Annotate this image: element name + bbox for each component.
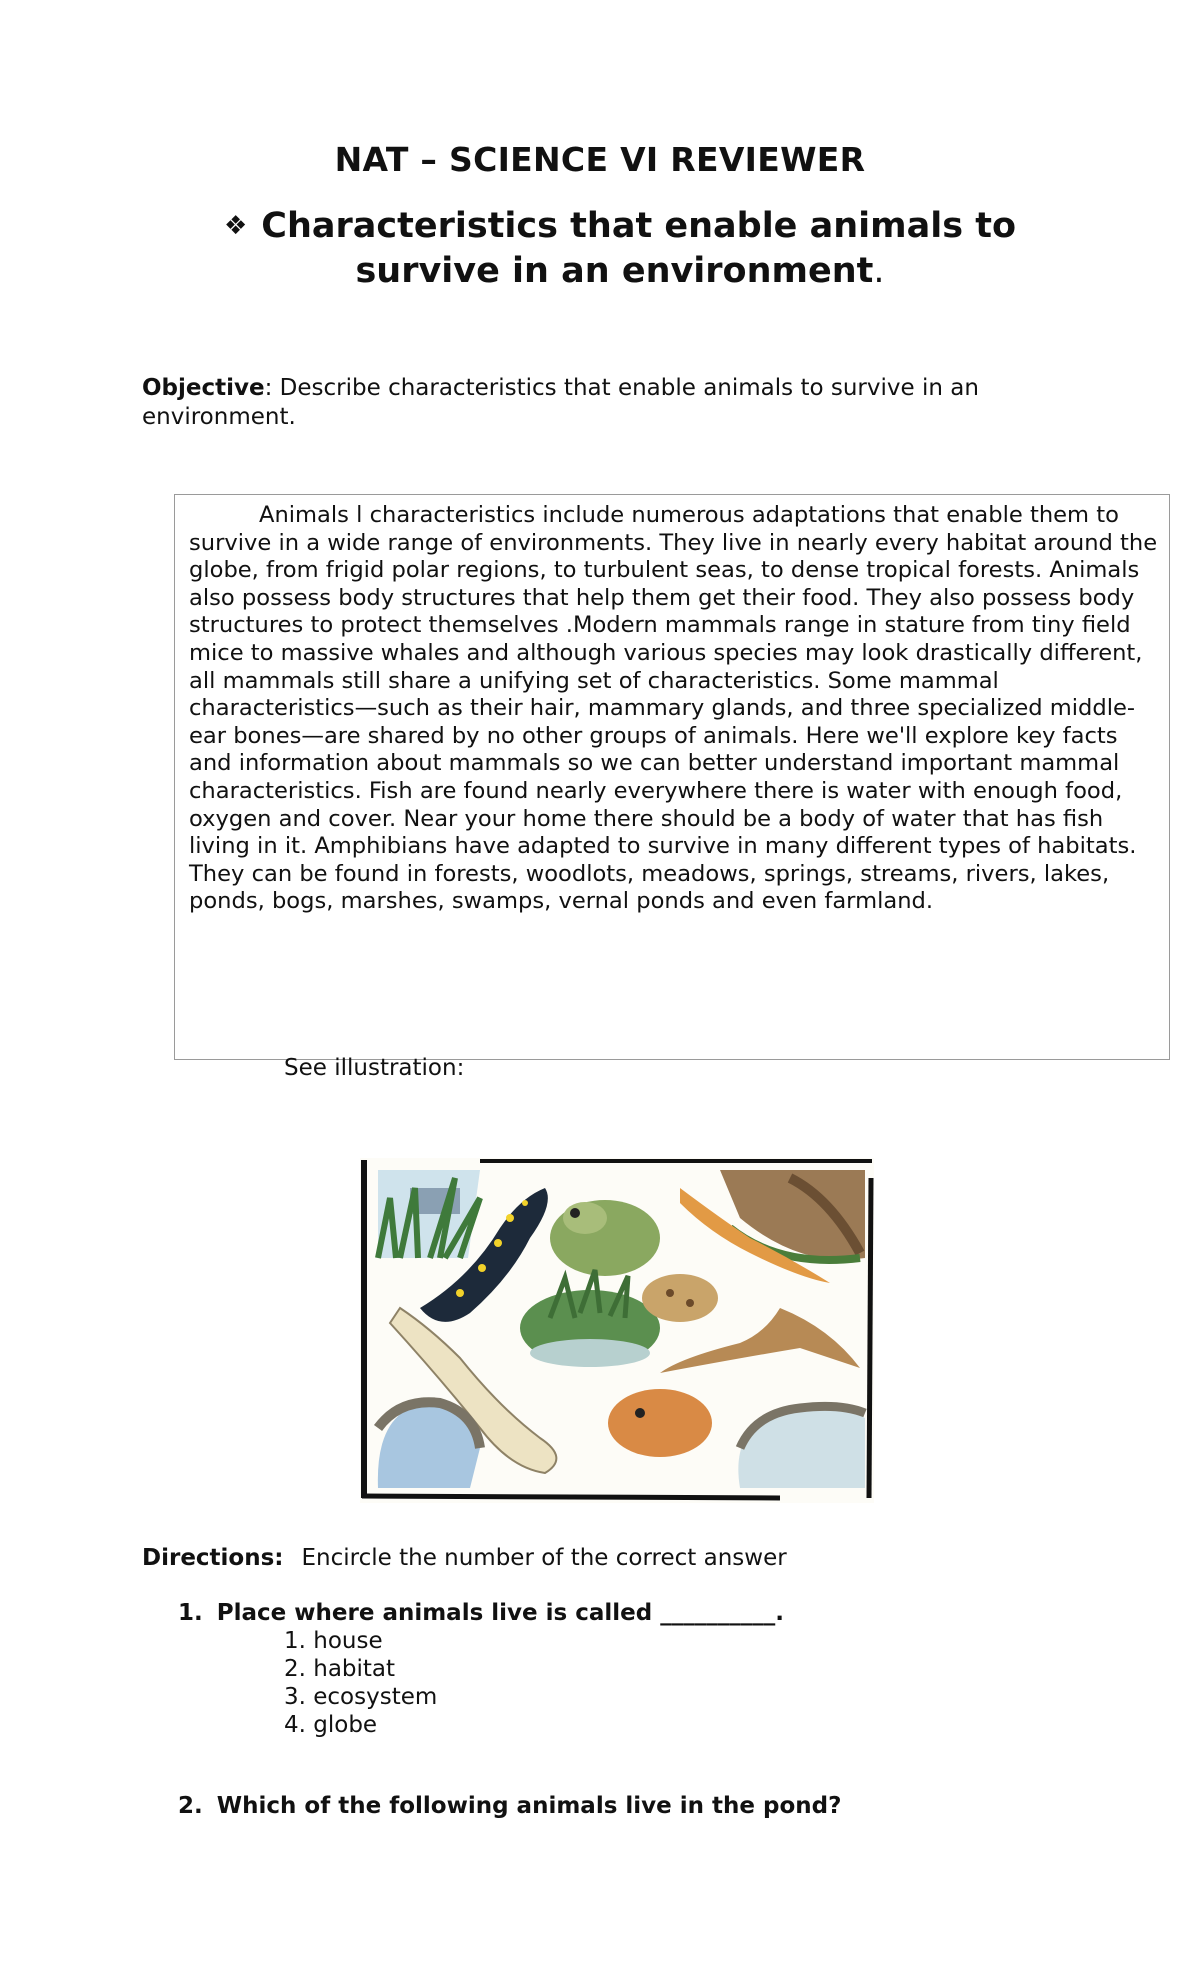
section-heading bbox=[190, 205, 1050, 292]
page-title: NAT – SCIENCE VI REVIEWER bbox=[334, 140, 866, 179]
frame-right bbox=[869, 1178, 871, 1498]
orange-toad bbox=[608, 1389, 712, 1457]
question-number: 2. bbox=[178, 1793, 203, 1819]
frog-head bbox=[563, 1202, 607, 1234]
diamond-bullet-icon: ❖ bbox=[223, 211, 248, 241]
choice-1[interactable]: 1. house bbox=[284, 1628, 383, 1654]
directions-label: Directions: bbox=[142, 1545, 284, 1571]
section-heading-line2: survive in an environment bbox=[355, 251, 874, 291]
salamander-spot bbox=[506, 1214, 514, 1222]
choice-3[interactable]: 3. ecosystem bbox=[284, 1684, 438, 1710]
salamander-spot bbox=[494, 1239, 502, 1247]
question-text: Place where animals live is called __________. bbox=[216, 1600, 784, 1626]
choice-2[interactable]: 2. habitat bbox=[284, 1656, 396, 1682]
leopard-frog bbox=[642, 1274, 718, 1322]
choice-4[interactable]: 4. globe bbox=[284, 1712, 378, 1738]
frog-eye bbox=[570, 1208, 580, 1218]
salamander-spot bbox=[456, 1289, 464, 1297]
toad-eye bbox=[635, 1408, 645, 1418]
frog-spot bbox=[686, 1299, 694, 1307]
question-text: Which of the following animals live in the pond? bbox=[216, 1793, 842, 1819]
salamander-spot bbox=[478, 1264, 486, 1272]
directions bbox=[142, 1545, 787, 1571]
question-number: 1. bbox=[178, 1600, 203, 1626]
pond-water bbox=[530, 1339, 650, 1367]
see-illustration-label: See illustration: bbox=[284, 1055, 465, 1081]
section-heading-line1: Characteristics that enable animals to bbox=[261, 206, 1017, 246]
frog-spot bbox=[666, 1289, 674, 1297]
directions-text: Encircle the number of the correct answer bbox=[301, 1545, 787, 1571]
section-heading-period: . bbox=[873, 251, 885, 291]
reading-passage: Animals l characteristics include numerous adaptations that enable them to survive in a wide range of environments. They live in nearly every habitat around the globe, from frigid polar regions, to turbulent seas, to dense tropical forests. Animals also possess body structures that help them get their food. They also possess body structures to protect themselves .Modern mammals range in stature from tiny field mice to massive whales and although various species may look drastically different, all mammals still share a unifying set of characteristics. Some mammal characteristics—such as their hair, mammary glands, and three specialized middle-ear bones—are shared by no other groups of animals. Here we'll explore key facts and information about mammals so we can better understand important mammal characteristics. Fish are found nearly everywhere there is water with enough food, oxygen and cover. Near your home there should be a body of water that has fish living in it. Amphibians have adapted to survive in many different types of habitats. They can be found in forests, woodlots, meadows, springs, streams, rivers, lakes, ponds, bogs, marshes, swamps, vernal ponds and even farmland. bbox=[189, 502, 1158, 915]
frame-bottom bbox=[362, 1496, 780, 1498]
objective-label: Objective bbox=[142, 375, 265, 401]
objective bbox=[142, 374, 1062, 432]
question-2 bbox=[178, 1793, 841, 1819]
question-1 bbox=[178, 1600, 784, 1626]
salamander-spot bbox=[522, 1200, 528, 1206]
amphibians-illustration bbox=[360, 1158, 874, 1503]
objective-text: : Describe characteristics that enable animals to survive in an environment. bbox=[142, 375, 979, 430]
